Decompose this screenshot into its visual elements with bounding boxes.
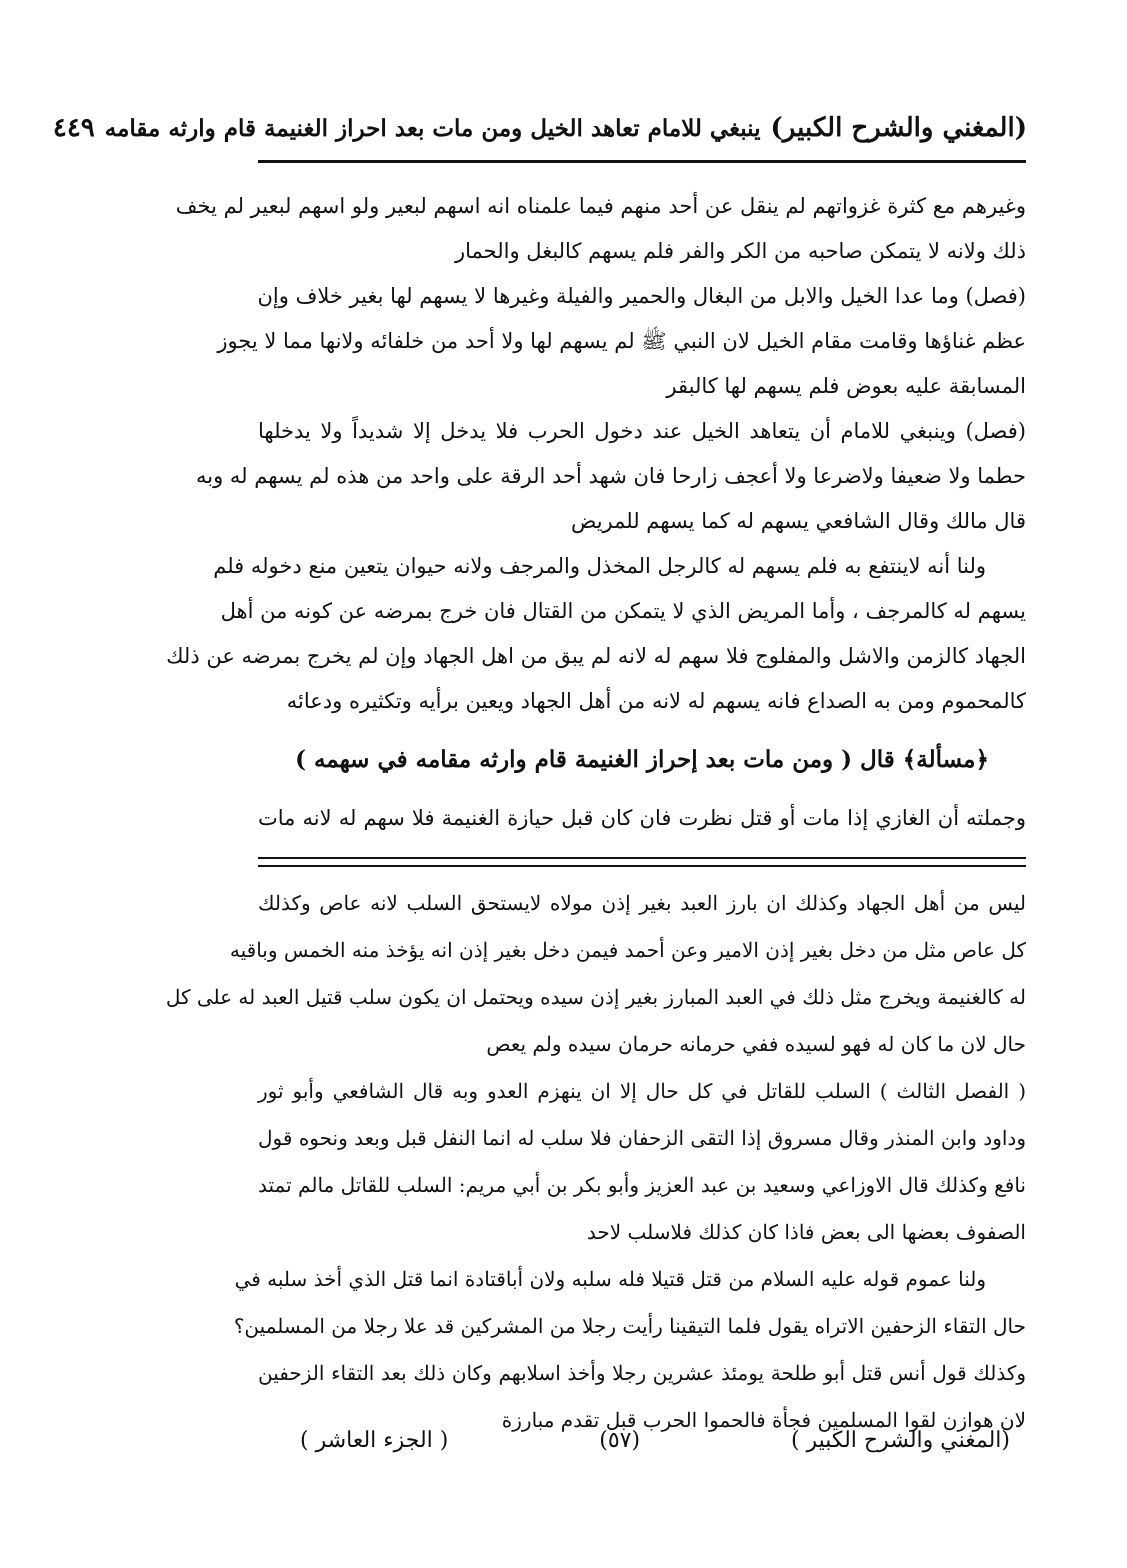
commentary-line: كل عاص مثل من دخل بغير إذن الامير وعن أحمد فيمن دخل بغير إذن انه يؤخذ منه الخمس وباقيه	[229, 938, 1026, 962]
header-rule	[258, 160, 1026, 163]
commentary-line: وداود وابن المنذر وقال مسروق إذا التقى الزحفان فلا سلب له انما النفل قبل وبعد ونحوه قول	[258, 1126, 1026, 1150]
masala-heading: ﴿مسألة﴾ قال ( ومن مات بعد إحراز الغنيمة قام وارثه مقامه في سهمه )	[295, 746, 989, 773]
commentary-line: وكذلك قول أنس قتل أبو طلحة يومئذ عشرين رجلا وأخذ اسلابهم وكان ذلك بعد التقاء الزحفين	[258, 1361, 1026, 1385]
text-line: المسابقة عليه بعوض فلم يسهم لها كالبقر	[666, 374, 1026, 398]
commentary-line: ليس من أهل الجهاد وكذلك ان بارز العبد بغير إذن مولاه لايستحق السلب لانه عاص وكذلك	[258, 891, 1026, 915]
text-line: (فصل) وينبغي للامام أن يتعاهد الخيل عند دخول الحرب فلا يدخل إلا شديداً ولا يدخلها	[258, 419, 1026, 443]
text-line: (فصل) وما عدا الخيل والابل من البغال والحمير والفيلة وغيرها لا يسهم لها بغير خلاف وإن	[257, 284, 1026, 308]
page-number: ٤٤٩	[52, 113, 95, 143]
text-line: ذلك ولانه لا يتمكن صاحبه من الكر والفر فلم يسهم كالبغل والحمار	[455, 239, 1026, 263]
commentary-line: حال لان ما كان له فهو لسيده ففي حرمانه حرمان سيده ولم يعص	[486, 1032, 1026, 1056]
text-line: ولنا أنه لاينتفع به فلم يسهم له كالرجل المخذل والمرجف ولانه حيوان يتعين منع دخوله فلم	[213, 554, 986, 578]
main-text	[166, 184, 1026, 841]
text-line: كالمحموم ومن به الصداع فانه يسهم له لانه من أهل الجهاد ويعين برأيه وتكثيره ودعائه	[286, 689, 1026, 713]
commentary-line: نافع وكذلك قال الاوزاعي وسعيد بن عبد العزيز وأبو بكر بن أبي مريم: السلب للقاتل مالم تمتد	[258, 1173, 1026, 1197]
header-topic: ينبغي للامام تعاهد الخيل ومن مات بعد احراز الغنيمة قام وارثه مقامه	[104, 114, 761, 142]
footnote-separator	[258, 857, 1026, 859]
text-line: وغيرهم مع كثرة غزواتهم لم ينقل عن أحد منهم فيما علمناه انه اسهم لبعير ولو اسهم لبعير لم يخف	[175, 194, 1026, 218]
text-line: وجملته أن الغازي إذا مات أو قتل نظرت فان كان قبل حيازة الغنيمة فلا سهم له لانه مات	[258, 806, 1026, 830]
header-book-title: (المغني والشرح الكبير)	[770, 113, 1027, 143]
commentary-line: حال التقاء الزحفين الاتراه يقول فلما التيقينا رأيت رجلا من المشركين قد علا رجلا من المسلمين؟	[233, 1314, 1026, 1338]
commentary-line: له كالغنيمة ويخرج مثل ذلك في العبد المبارز بغير إذن سيده ويحتمل ان يكون سلب قتيل العبد له على كل	[165, 985, 1026, 1009]
commentary-line: ( الفصل الثالث ) السلب للقاتل في كل حال إلا ان ينهزم العدو وبه قال الشافعي وأبو ثور	[258, 1079, 1026, 1103]
text-line: عظم غناؤها وقامت مقام الخيل لان النبي ﷺ لم يسهم لها ولا أحد من خلفائه ولانها مما لا يجوز	[217, 329, 1026, 353]
footer-book-title: (المغني والشرح الكبير )	[790, 1427, 1010, 1453]
text-line: يسهم له كالمرجف ، وأما المريض الذي لا يتمكن من القتال فان خرج بمرضه عن كونه من أهل	[220, 599, 1026, 623]
commentary-line: الصفوف بعضها الى بعض فاذا كان كذلك فلاسلب لاحد	[586, 1220, 1026, 1244]
footer-volume: ( الجزء العاشر )	[300, 1427, 449, 1453]
commentary-line: ولنا عموم قوله عليه السلام من قتل قتيلا فله سلبه ولان أباقتادة انما قتل الذي أخذ سلبه في	[234, 1267, 986, 1291]
text-line: حطما ولا ضعيفا ولاضرعا ولا أعجف زارحا فان شهد أحد الرقة على واحد من هذه لم يسهم له وبه	[195, 464, 1026, 488]
commentary-line: لان هوازن لقوا المسلمين فجأة فالحموا الحرب قبل تقدم مبارزة	[501, 1408, 1026, 1432]
commentary-text	[165, 880, 1026, 1444]
page-footer	[300, 1420, 1010, 1460]
footer-sheet-number: (٥٧)	[599, 1427, 641, 1453]
running-header	[52, 104, 1027, 152]
footnote-separator	[258, 865, 1026, 867]
text-line: الجهاد كالزمن والاشل والمفلوج فلا سهم له لانه لم يبق من اهل الجهاد وإن لم يخرج بمرضه عن ذلك	[166, 644, 1026, 668]
text-line: قال مالك وقال الشافعي يسهم له كما يسهم للمريض	[570, 509, 1026, 533]
